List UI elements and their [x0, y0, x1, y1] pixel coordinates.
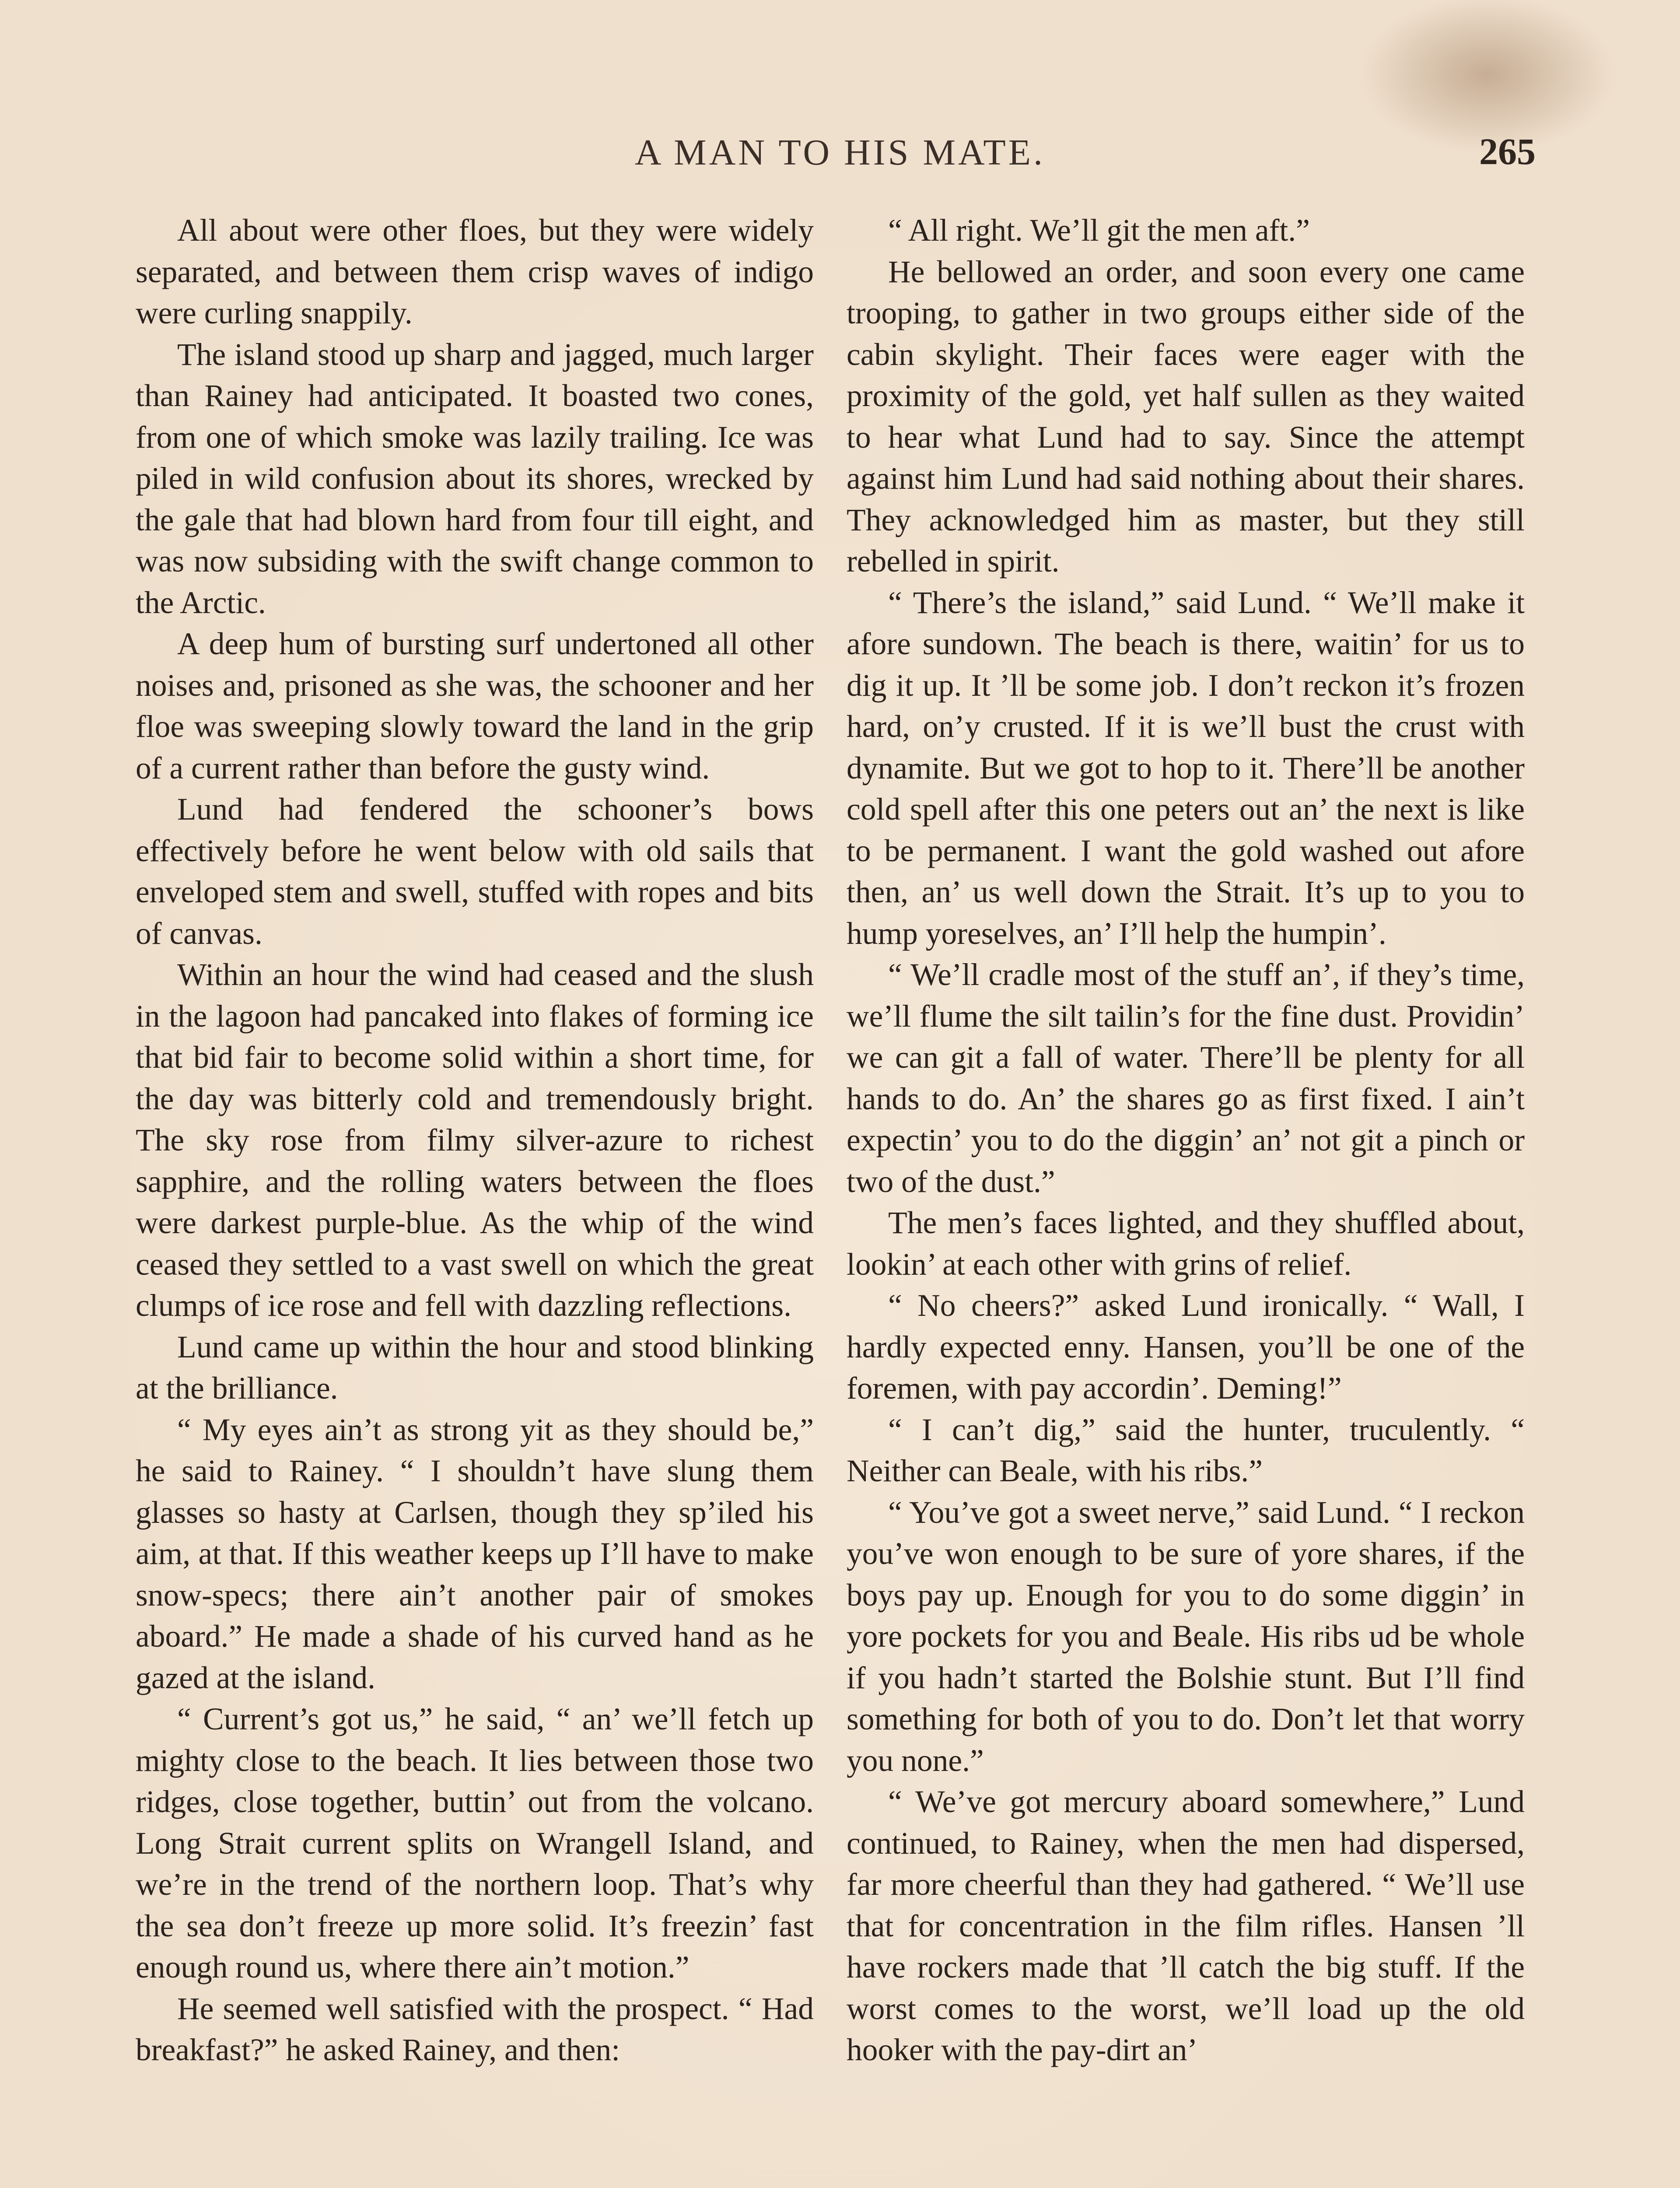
right-column [847, 210, 1525, 2071]
running-head: A MAN TO HIS MATE. [635, 132, 1045, 173]
paragraph: Lund had fendered the schooner’s bows effectively before he went below with old sails that enveloped stem and swell, stuffed with ropes and bits of canvas. [136, 792, 814, 951]
paragraph: Lund came up within the hour and stood blinking at the brilliance. [136, 1329, 814, 1406]
paragraph: A deep hum of bursting surf undertoned all other noises and, prisoned as she was, the schooner and her floe was sweeping slowly toward the land in the grip of a current rather than before the gusty wind. [136, 627, 814, 785]
paragraph: “ No cheers?” asked Lund ironically. “ Wall, I hardly expected enny. Hansen, you’ll be one of the foremen, with pay accordin’. Deming!” [847, 1288, 1525, 1406]
paragraph: “ You’ve got a sweet nerve,” said Lund. “ I reckon you’ve won enough to be sure of yore shares, if the boys pay up. Enough for you to do some diggin’ in yore pockets for you and Beale. His ribs ud be whole if you hadn’t started the Bolshie stunt. But I’ll find something for both of you to do. Don’t let that worry you none.” [847, 1495, 1525, 1778]
page-number: 265 [1479, 130, 1536, 172]
paragraph: The island stood up sharp and jagged, much larger than Rainey had anticipated. It boasted two cones, from one of which smoke was lazily trailing. Ice was piled in wild confusion about its shores, wrecked by the gale that had blown hard from four till eight, and was now subsiding with the swift change common to the Arctic. [136, 337, 814, 620]
paragraph: “ Current’s got us,” he said, “ an’ we’ll fetch up mighty close to the beach. It lies between those two ridges, close together, buttin’ out from the volcano. Long Strait current splits on Wrangell Island, and we’re in the trend of the northern loop. That’s why the sea don’t freeze up more solid. It’s freezin’ fast enough round us, where there ain’t motion.” [136, 1702, 814, 1985]
paragraph: Within an hour the wind had ceased and the slush in the lagoon had pancaked into flakes of forming ice that bid fair to become solid within a short time, for the day was bitterly cold and tremendously bright. The sky rose from filmy silver-azure to richest sapphire, and the rolling waters between the floes were darkest purple-blue. As the whip of the wind ceased they settled to a vast swell on which the great clumps of ice rose and fell with dazzling reflections. [136, 957, 814, 1323]
paragraph: “ We’ll cradle most of the stuff an’, if they’s time, we’ll flume the silt tailin’s for the fine dust. Providin’ we can git a fall of water. There’ll be plenty for all hands to do. An’ the shares go as first fixed. I ain’t expectin’ you to do the diggin’ an’ not git a pinch or two of the dust.” [847, 957, 1525, 1199]
paragraph: “ I can’t dig,” said the hunter, truculently. “ Neither can Beale, with his ribs.” [847, 1412, 1525, 1488]
paragraph: “ We’ve got mercury aboard somewhere,” Lund continued, to Rainey, when the men had dispersed, far more cheerful than they had gathered. “ We’ll use that for concentration in the film rifles. Hansen ’ll have rockers made that ’ll catch the big stuff. If the worst comes to the worst, we’ll load up the old hooker with the pay-dirt an’ [847, 1785, 1525, 2067]
paragraph: All about were other floes, but they were widely separated, and between them crisp waves of indigo were curling snappily. [136, 213, 814, 330]
paragraph: He seemed well satisfied with the prospect. “ Had breakfast?” he asked Rainey, and then: [136, 1991, 814, 2067]
paragraph: The men’s faces lighted, and they shuffled about, lookin’ at each other with grins of relief. [847, 1206, 1525, 1282]
paragraph: “ All right. We’ll git the men aft.” [888, 213, 1310, 248]
paragraph: “ My eyes ain’t as strong yit as they should be,” he said to Rainey. “ I shouldn’t have slung them glasses so hasty at Carlsen, though they sp’iled his aim, at that. If this weather keeps up I’ll have to make snow-specs; there ain’t another pair of smokes aboard.” He made a shade of his curved hand as he gazed at the island. [136, 1412, 814, 1695]
page-header [0, 123, 1680, 185]
paragraph: “ There’s the island,” said Lund. “ We’ll make it afore sundown. The beach is there, waitin’ for us to dig it up. It ’ll be some job. I don’t reckon it’s frozen hard, on’y crusted. If it is we’ll bust the crust with dynamite. But we got to hop to it. There’ll be another cold spell after this one peters out an’ the next is like to be permanent. I want the gold washed out afore then, an’ us well down the Strait. It’s up to you to hump yoreselves, an’ I’ll help the humpin’. [847, 585, 1525, 951]
left-column [136, 210, 814, 2071]
paragraph: He bellowed an order, and soon every one came trooping, to gather in two groups either side of the cabin skylight. Their faces were eager with the proximity of the gold, yet half sullen as they waited to hear what Lund had to say. Since the attempt against him Lund had said nothing about their shares. They acknowledged him as master, but they still rebelled in spirit. [847, 254, 1525, 579]
